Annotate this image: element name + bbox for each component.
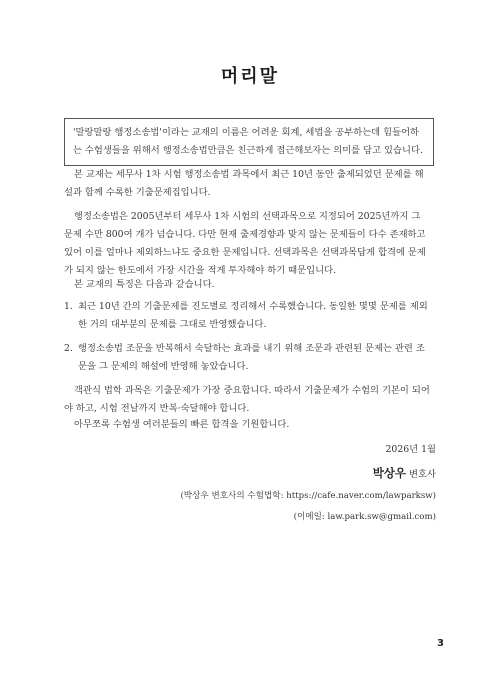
list-number: 2.: [64, 343, 73, 354]
list-number: 1.: [64, 301, 73, 312]
list-item: [64, 298, 432, 334]
features-intro: 본 교재의 특징은 다음과 같습니다.: [74, 279, 215, 290]
author-role: 변호사: [409, 469, 436, 480]
page-number: 3: [437, 638, 444, 649]
list-item: [64, 340, 432, 376]
list-text: 행정소송법 조문을 반복해서 숙달하는 효과를 내기 위해 조문과 관련된 문제는 관련 조문을 그 문제의 해설에 반영해 놓았습니다.: [78, 343, 425, 372]
signature-date: 2026년 1월: [385, 444, 436, 455]
list-text: 최근 10년 간의 기출문제를 진도별로 정리해서 수록했습니다. 동일한 몇몇 문제를 제외한 거의 대부분의 문제를 그대로 반영했습니다.: [78, 301, 428, 330]
intro-paragraph: 본 교재는 세무사 1차 시험 행정소송법 과목에서 최근 10년 동안 출제되었던 문제를 해설과 함께 수록한 기출문제집입니다.: [64, 169, 424, 198]
wish-paragraph: 아무쪼록 수험생 여러분들의 빠른 합격을 기원합니다.: [74, 419, 290, 430]
page-title: 머리말: [220, 66, 280, 87]
cafe-link[interactable]: (박상우 변호사의 수험법학: https://cafe.naver.com/lawparksw): [180, 491, 436, 501]
notice-box: '말랑말랑 행정소송법'이라는 교재의 이름은 어려운 회계, 세법을 공부하는데 힘들어하는 수험생들을 위해서 행정소송법만큼은 친근하게 접근해보자는 의미를 담고 있습니다.: [64, 118, 434, 166]
email-address[interactable]: (이메일: law.park.sw@gmail.com): [293, 512, 436, 522]
subject-paragraph: 행정소송법은 2005년부터 세무사 1차 시험의 선택과목으로 지정되어 2025년까지 그 문제 수만 800여 개가 넘습니다. 다만 현재 출제경향과 맞지 않는 문제들이 다수 존재하고 있어 이를 얼마나 제외하느냐도 중요한 문제입니다. 선택과목은 선택과목답게 합격에 문제가 되지 않는 한도에서 가장 시간을 적게 투자해야 하기 때문입니다.: [64, 211, 426, 276]
closing-paragraph: 객관식 법학 과목은 기출문제가 가장 중요합니다. 따라서 기출문제가 수험의 기본이 되어야 하고, 시험 전날까지 반복·숙달해야 합니다.: [64, 385, 430, 414]
signature-author: [0, 462, 436, 481]
author-name: 박상우: [372, 466, 407, 480]
